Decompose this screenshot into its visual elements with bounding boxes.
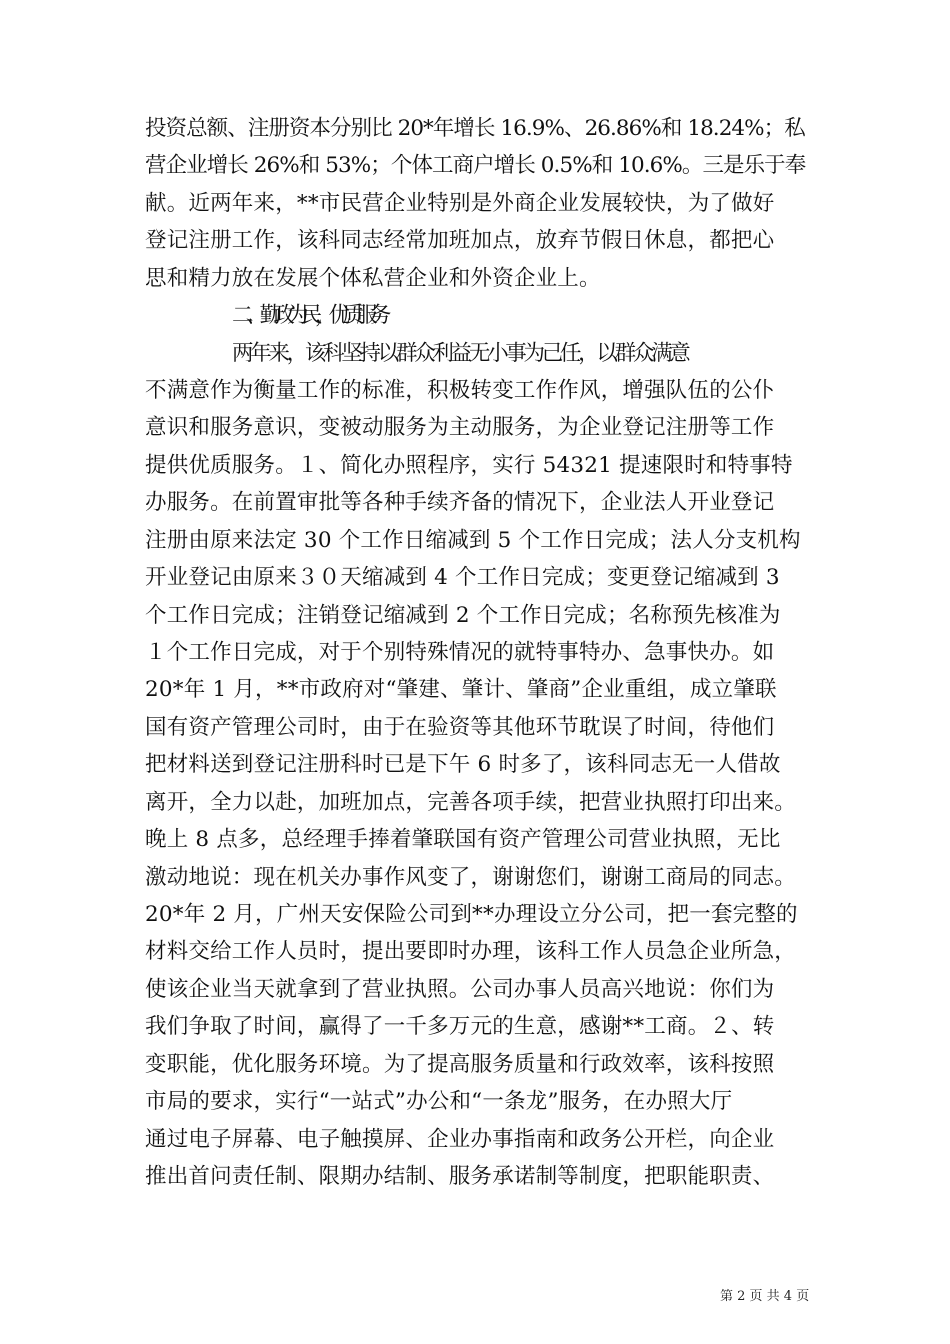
text-line: 思和精力放在发展个体私营企业和外资企业上。 (145, 266, 601, 291)
text-line: 提供优质服务。１、简化办照程序，实行 54321 提速限时和特事特 (145, 453, 793, 478)
text-line: 使该企业当天就拿到了营业执照。公司办事人员高兴地说：你们为 (145, 977, 775, 1002)
text-line: 办服务。在前置审批等各种手续齐备的情况下，企业法人开业登记 (145, 490, 775, 515)
text-line: 个工作日完成；注销登记缩减到 2 个工作日完成；名称预先核准为 (145, 603, 781, 628)
text-line: 把材料送到登记注册科时已是下午 6 时多了，该科同志无一人借故 (145, 752, 781, 777)
text-line: 激动地说：现在机关办事作风变了，谢谢您们，谢谢工商局的同志。 (145, 865, 797, 890)
page-number-footer: 第 2 页 共 4 页 (720, 1289, 810, 1304)
text-line: 晚上 8 点多，总经理手捧着肇联国有资产管理公司营业执照，无比 (145, 827, 781, 852)
text-line: 献。近两年来，**市民营企业特别是外商企业发展较快，为了做好 (145, 191, 775, 216)
text-line: 通过电子屏幕、电子触摸屏、企业办事指南和政务公开栏，向企业 (145, 1127, 775, 1152)
text-line: 国有资产管理公司时，由于在验资等其他环节耽误了时间，待他们 (145, 715, 775, 740)
text-line: １个工作日完成，对于个别特殊情况的就特事特办、急事快办。如 (145, 640, 775, 665)
text-line: 市局的要求，实行“一站式”办公和“一条龙”服务，在办照大厅 (145, 1089, 733, 1114)
section-heading: 二、勤政为民，优质服务 (232, 303, 384, 328)
text-line: 两年来，该科坚持以群众利益无小事为己任，以群众满意 (232, 341, 688, 366)
text-line: 我们争取了时间，赢得了一千多万元的生意，感谢**工商。２、转 (145, 1014, 775, 1039)
text-line: 投资总额、注册资本分别比 20*年增长 16.9%、26.86%和 18.24%；私 (145, 116, 805, 141)
text-line: 开业登记由原来３０天缩减到 4 个工作日完成；变更登记缩减到 3 (145, 565, 780, 590)
text-line: 营企业增长 26%和 53%；个体工商户增长 0.5%和 10.6%。三是乐于奉 (145, 153, 806, 178)
text-line: 登记注册工作，该科同志经常加班加点，放弃节假日休息，都把心 (145, 228, 775, 253)
text-line: 意识和服务意识，变被动服务为主动服务，为企业登记注册等工作 (145, 415, 775, 440)
text-line: 材料交给工作人员时，提出要即时办理，该科工作人员急企业所急， (145, 939, 797, 964)
text-line: 推出首问责任制、限期办结制、服务承诺制等制度，把职能职责、 (145, 1164, 775, 1189)
text-line: 注册由原来法定 30 个工作日缩减到 5 个工作日完成；法人分支机构 (145, 528, 801, 553)
text-line: 20*年 1 月，**市政府对“肇建、肇计、肇商”企业重组，成立肇联 (145, 677, 777, 702)
text-line: 不满意作为衡量工作的标准，积极转变工作作风，增强队伍的公仆 (145, 378, 775, 403)
text-line: 变职能，优化服务环境。为了提高服务质量和行政效率，该科按照 (145, 1052, 775, 1077)
text-line: 20*年 2 月，广州天安保险公司到**办理设立分公司，把一套完整的 (145, 902, 798, 927)
text-line: 离开，全力以赴，加班加点，完善各项手续，把营业执照打印出来。 (145, 790, 797, 815)
